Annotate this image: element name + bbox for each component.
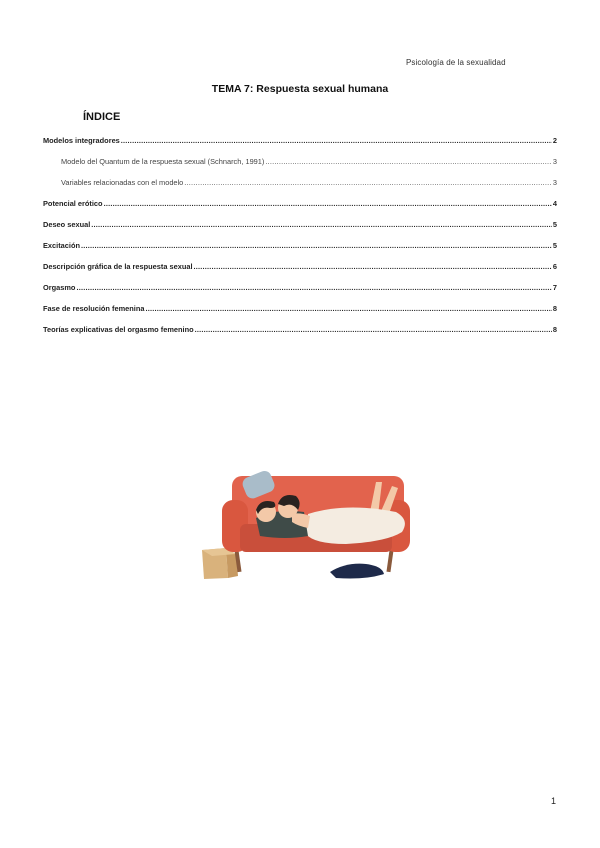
toc-entry-page: 6 xyxy=(552,262,557,271)
toc-entry[interactable] xyxy=(43,220,557,241)
toc-entry-title: Modelos integradores xyxy=(43,136,120,145)
toc-heading: ÍNDICE xyxy=(83,111,121,123)
running-header: Psicología de la sexualidad xyxy=(406,58,506,67)
page-number: 1 xyxy=(551,796,557,806)
toc-entry-title: Descripción gráfica de la respuesta sexual xyxy=(43,262,193,271)
toc-leader-dots xyxy=(76,283,551,292)
toc-entry-page: 8 xyxy=(552,325,557,334)
toc-leader-dots xyxy=(194,262,552,271)
toc-entry-page: 3 xyxy=(552,157,557,166)
toc-entry-title: Orgasmo xyxy=(43,283,76,292)
toc-entry-page: 4 xyxy=(552,199,557,208)
toc-leader-dots xyxy=(121,136,552,145)
sofa-leg xyxy=(386,550,393,572)
toc-leader-dots xyxy=(145,304,551,313)
box-shape xyxy=(202,548,238,579)
toc-entry[interactable] xyxy=(43,283,557,304)
toc-leader-dots xyxy=(91,220,552,229)
toc-entry-title: Fase de resolución femenina xyxy=(43,304,145,313)
toc-entry-title: Variables relacionadas con el modelo xyxy=(61,178,184,187)
toc-leader-dots xyxy=(184,178,552,187)
toc-entry-title: Deseo sexual xyxy=(43,220,91,229)
toc-leader-dots xyxy=(104,199,552,208)
clothes-shape xyxy=(330,564,384,579)
toc-leader-dots xyxy=(265,157,552,166)
toc-leader-dots xyxy=(81,241,552,250)
toc-entry[interactable] xyxy=(43,136,557,157)
toc-entry-page: 5 xyxy=(552,241,557,250)
couple-on-sofa-illustration xyxy=(196,462,420,586)
toc-entry-page: 3 xyxy=(552,178,557,187)
toc-entry-title: Modelo del Quantum de la respuesta sexual (Schnarch, 1991) xyxy=(61,157,265,166)
toc-entry[interactable] xyxy=(43,178,557,199)
toc-entry-page: 2 xyxy=(552,136,557,145)
table-of-contents xyxy=(43,136,557,346)
toc-entry-page: 8 xyxy=(552,304,557,313)
toc-entry[interactable] xyxy=(43,262,557,283)
toc-entry[interactable] xyxy=(43,157,557,178)
toc-entry-page: 5 xyxy=(552,220,557,229)
toc-entry[interactable] xyxy=(43,325,557,346)
toc-leader-dots xyxy=(195,325,552,334)
toc-entry-title: Excitación xyxy=(43,241,80,250)
toc-entry[interactable] xyxy=(43,304,557,325)
toc-entry-page: 7 xyxy=(552,283,557,292)
document-title: TEMA 7: Respuesta sexual humana xyxy=(211,83,389,95)
toc-entry[interactable] xyxy=(43,241,557,262)
toc-entry[interactable] xyxy=(43,199,557,220)
toc-entry-title: Potencial erótico xyxy=(43,199,103,208)
toc-entry-title: Teorías explicativas del orgasmo femenino xyxy=(43,325,194,334)
